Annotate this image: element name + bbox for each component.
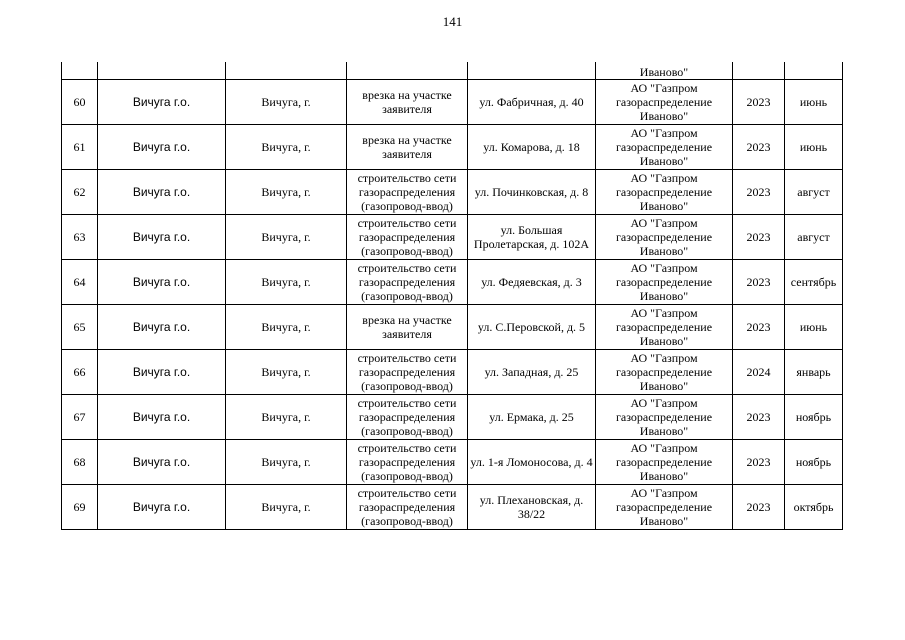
- cell-district: Вичуга г.о.: [98, 260, 226, 305]
- cell-district: Вичуга г.о.: [98, 440, 226, 485]
- cell-settlement: [226, 62, 347, 80]
- cell-work: строительство сети газораспределения (газопровод-ввод): [347, 395, 468, 440]
- cell-year: [733, 62, 785, 80]
- cell-operator: АО "Газпром газораспределение Иваново": [596, 170, 733, 215]
- cell-address: ул. 1-я Ломоносова, д. 4: [468, 440, 596, 485]
- cell-month: январь: [785, 350, 843, 395]
- continuation-row: [62, 62, 843, 80]
- cell-year: 2023: [733, 260, 785, 305]
- cell-address: ул. Плехановская, д. 38/22: [468, 485, 596, 530]
- cell-address: [468, 62, 596, 80]
- cell-month: октябрь: [785, 485, 843, 530]
- cell-settlement: Вичуга, г.: [226, 440, 347, 485]
- cell-no: 60: [62, 80, 98, 125]
- table-row: [62, 440, 843, 485]
- cell-operator: АО "Газпром газораспределение Иваново": [596, 350, 733, 395]
- cell-month: ноябрь: [785, 440, 843, 485]
- cell-address: ул. Фабричная, д. 40: [468, 80, 596, 125]
- cell-month: [785, 62, 843, 80]
- table-row: [62, 170, 843, 215]
- table-body: [62, 62, 843, 530]
- cell-operator: АО "Газпром газораспределение Иваново": [596, 440, 733, 485]
- cell-month: июнь: [785, 305, 843, 350]
- cell-operator: АО "Газпром газораспределение Иваново": [596, 215, 733, 260]
- cell-district: Вичуга г.о.: [98, 215, 226, 260]
- cell-work: строительство сети газораспределения (газопровод-ввод): [347, 485, 468, 530]
- cell-settlement: Вичуга, г.: [226, 125, 347, 170]
- cell-month: июнь: [785, 80, 843, 125]
- cell-district: Вичуга г.о.: [98, 350, 226, 395]
- cell-district: Вичуга г.о.: [98, 80, 226, 125]
- table-row: [62, 215, 843, 260]
- cell-year: 2023: [733, 485, 785, 530]
- cell-operator: АО "Газпром газораспределение Иваново": [596, 395, 733, 440]
- cell-operator: АО "Газпром газораспределение Иваново": [596, 305, 733, 350]
- cell-year: 2023: [733, 215, 785, 260]
- cell-year: 2023: [733, 395, 785, 440]
- table-row: [62, 80, 843, 125]
- cell-settlement: Вичуга, г.: [226, 80, 347, 125]
- cell-month: сентябрь: [785, 260, 843, 305]
- cell-address: ул. Большая Пролетарская, д. 102А: [468, 215, 596, 260]
- cell-settlement: Вичуга, г.: [226, 395, 347, 440]
- cell-no: 68: [62, 440, 98, 485]
- cell-year: 2023: [733, 80, 785, 125]
- cell-month: ноябрь: [785, 395, 843, 440]
- cell-work: врезка на участке заявителя: [347, 80, 468, 125]
- cell-settlement: Вичуга, г.: [226, 260, 347, 305]
- cell-settlement: Вичуга, г.: [226, 215, 347, 260]
- cell-address: ул. Западная, д. 25: [468, 350, 596, 395]
- cell-operator: АО "Газпром газораспределение Иваново": [596, 485, 733, 530]
- page-number: 141: [442, 14, 463, 29]
- cell-operator: АО "Газпром газораспределение Иваново": [596, 125, 733, 170]
- cell-operator: Иваново": [596, 62, 733, 80]
- cell-operator: АО "Газпром газораспределение Иваново": [596, 80, 733, 125]
- table-row: [62, 395, 843, 440]
- cell-district: [98, 62, 226, 80]
- cell-work: строительство сети газораспределения (газопровод-ввод): [347, 440, 468, 485]
- cell-year: 2023: [733, 305, 785, 350]
- cell-no: 69: [62, 485, 98, 530]
- table-row: [62, 485, 843, 530]
- cell-month: июнь: [785, 125, 843, 170]
- cell-no: [62, 62, 98, 80]
- cell-operator: АО "Газпром газораспределение Иваново": [596, 260, 733, 305]
- cell-year: 2023: [733, 440, 785, 485]
- cell-address: ул. С.Перовской, д. 5: [468, 305, 596, 350]
- cell-address: ул. Федяевская, д. 3: [468, 260, 596, 305]
- cell-work: строительство сети газораспределения (газопровод-ввод): [347, 170, 468, 215]
- cell-no: 66: [62, 350, 98, 395]
- cell-settlement: Вичуга, г.: [226, 305, 347, 350]
- cell-no: 61: [62, 125, 98, 170]
- cell-work: строительство сети газораспределения (газопровод-ввод): [347, 350, 468, 395]
- cell-year: 2024: [733, 350, 785, 395]
- cell-no: 63: [62, 215, 98, 260]
- cell-work: врезка на участке заявителя: [347, 125, 468, 170]
- cell-work: строительство сети газораспределения (газопровод-ввод): [347, 215, 468, 260]
- cell-district: Вичуга г.о.: [98, 485, 226, 530]
- table-row: [62, 305, 843, 350]
- table-row: [62, 350, 843, 395]
- table-row: [62, 125, 843, 170]
- cell-month: август: [785, 215, 843, 260]
- cell-no: 64: [62, 260, 98, 305]
- cell-district: Вичуга г.о.: [98, 305, 226, 350]
- cell-address: ул. Ермака, д. 25: [468, 395, 596, 440]
- cell-address: ул. Комарова, д. 18: [468, 125, 596, 170]
- cell-month: август: [785, 170, 843, 215]
- cell-address: ул. Починковская, д. 8: [468, 170, 596, 215]
- cell-settlement: Вичуга, г.: [226, 350, 347, 395]
- cell-no: 65: [62, 305, 98, 350]
- cell-year: 2023: [733, 170, 785, 215]
- cell-settlement: Вичуга, г.: [226, 170, 347, 215]
- cell-district: Вичуга г.о.: [98, 395, 226, 440]
- cell-district: Вичуга г.о.: [98, 125, 226, 170]
- cell-work: [347, 62, 468, 80]
- cell-no: 62: [62, 170, 98, 215]
- table-row: [62, 260, 843, 305]
- cell-no: 67: [62, 395, 98, 440]
- cell-work: строительство сети газораспределения (газопровод-ввод): [347, 260, 468, 305]
- cell-year: 2023: [733, 125, 785, 170]
- cell-district: Вичуга г.о.: [98, 170, 226, 215]
- cell-work: врезка на участке заявителя: [347, 305, 468, 350]
- cell-settlement: Вичуга, г.: [226, 485, 347, 530]
- gasification-schedule-table: [61, 62, 843, 530]
